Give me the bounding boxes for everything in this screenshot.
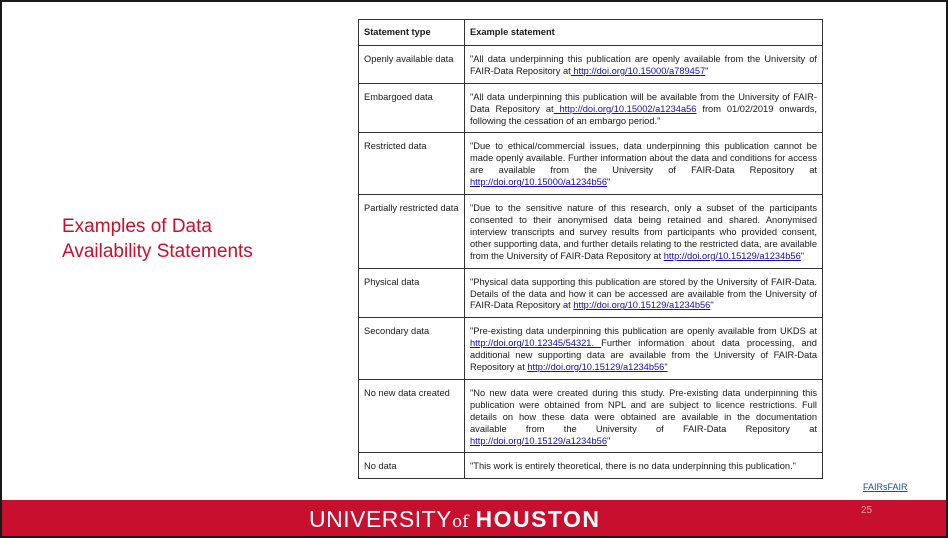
doi-link-2[interactable]: http://doi.org/10.15129/a1234b56": [527, 362, 668, 373]
brand-of: of: [452, 512, 469, 532]
brand-houston: HOUSTON: [475, 506, 601, 532]
fairsfair-link[interactable]: FAIRsFAIR: [863, 482, 908, 492]
statement-type-cell: Physical data: [359, 268, 465, 318]
statement-type-cell: No new data created: [359, 379, 465, 453]
example-statement-cell: [465, 45, 823, 83]
header-statement-type: Statement type: [359, 20, 465, 46]
page-number: 25: [861, 505, 873, 516]
statement-text: "No new data were created during this study. Pre-existing data underpinning this publication were obtained from NPL and are subject to licence restrictions. Full details on how these data were obtained are available in the documentation available from the University of FAIR-Data Repository at: [470, 387, 817, 434]
statement-type-cell: Embargoed data: [359, 83, 465, 133]
table-row: [359, 195, 823, 269]
table-row: [359, 318, 823, 380]
statement-text-after: from 01/02/2019 onwards, following the cessation of an embargo period.": [470, 103, 817, 126]
example-statement-cell: [465, 133, 823, 195]
doi-link[interactable]: http://doi.org/10.15002/a1234a56: [553, 103, 697, 114]
example-statement-cell: [465, 268, 823, 318]
statement-text: "All data underpinning this publication are openly available from the University of FAIR-Data Repository at: [470, 53, 817, 76]
example-statement-cell: [465, 379, 823, 453]
statement-type-cell: Secondary data: [359, 318, 465, 380]
statement-type-cell: Restricted data: [359, 133, 465, 195]
doi-link[interactable]: http://doi.org/10.12345/54321.: [470, 338, 602, 349]
doi-link[interactable]: http://doi.org/10.15129/a1234b56: [470, 435, 607, 446]
statement-text: "Pre-existing data underpinning this publication are openly available from UKDS at: [470, 326, 817, 337]
doi-link[interactable]: http://doi.org/10.15000/a789457: [570, 65, 706, 76]
university-of-houston-logo: [309, 506, 601, 533]
table-row: [359, 45, 823, 83]
statement-text-after: Further information about data processing, and additional new supporting data are available from the University of FAIR-Data Repository at: [470, 338, 817, 373]
example-statement-cell: [465, 195, 823, 269]
doi-link[interactable]: http://doi.org/10.15000/a1234b56: [470, 177, 607, 188]
table-row: [359, 268, 823, 318]
statement-text-after: ": [710, 300, 714, 311]
statement-text: "Due to ethical/commercial issues, data underpinning this publication cannot be made openly available. Further information about the data and conditions for access are available from the University of FAIR-Data Repository at: [470, 141, 817, 176]
statement-text: "Due to the sensitive nature of this research, only a subset of the participants consented to their anonymised data being retained and shared. Anonymised interview transcripts and survey results from participants who provided consent, other supporting data, and further details relating to the restricted data, are available from the University of FAIR-Data Repository at: [470, 203, 817, 261]
statement-type-cell: No data: [359, 453, 465, 479]
table-row: [359, 453, 823, 479]
slide-title-line2: Availability Statements: [62, 241, 253, 262]
statement-text-after: ": [607, 177, 611, 188]
statements-table-wrapper: [358, 19, 822, 479]
slide-title-line1: Examples of Data: [62, 216, 212, 237]
statement-text-after: ": [705, 65, 709, 76]
table-row: [359, 379, 823, 453]
example-statement-cell: [465, 83, 823, 133]
slide-title: [62, 214, 322, 264]
statements-table: [358, 19, 823, 479]
footer-bar: [2, 500, 946, 536]
brand-university: UNIVERSITY: [309, 506, 453, 532]
statement-text-after: ": [607, 435, 611, 446]
doi-link[interactable]: http://doi.org/10.15129/a1234b56: [663, 250, 801, 261]
statement-text-after: ": [800, 250, 805, 261]
table-header-row: [359, 20, 823, 46]
statement-text: "All data underpinning this publication will be available from the University of FAIR-Data Repository at: [470, 91, 817, 114]
table-row: [359, 133, 823, 195]
example-statement-cell: [465, 318, 823, 380]
statement-type-cell: Openly available data: [359, 45, 465, 83]
statement-type-cell: Partially restricted data: [359, 195, 465, 269]
statement-text: "Physical data supporting this publication are stored by the University of FAIR-Data. Details of the data and how it can be accessed are available from the University of FAIR-Data Repository at: [470, 276, 817, 311]
example-statement-cell: "This work is entirely theoretical, there is no data underpinning this publication.": [465, 453, 823, 479]
table-row: [359, 83, 823, 133]
doi-link[interactable]: http://doi.org/10.15129/a1234b56: [573, 300, 711, 311]
header-example-statement: Example statement: [465, 20, 823, 46]
